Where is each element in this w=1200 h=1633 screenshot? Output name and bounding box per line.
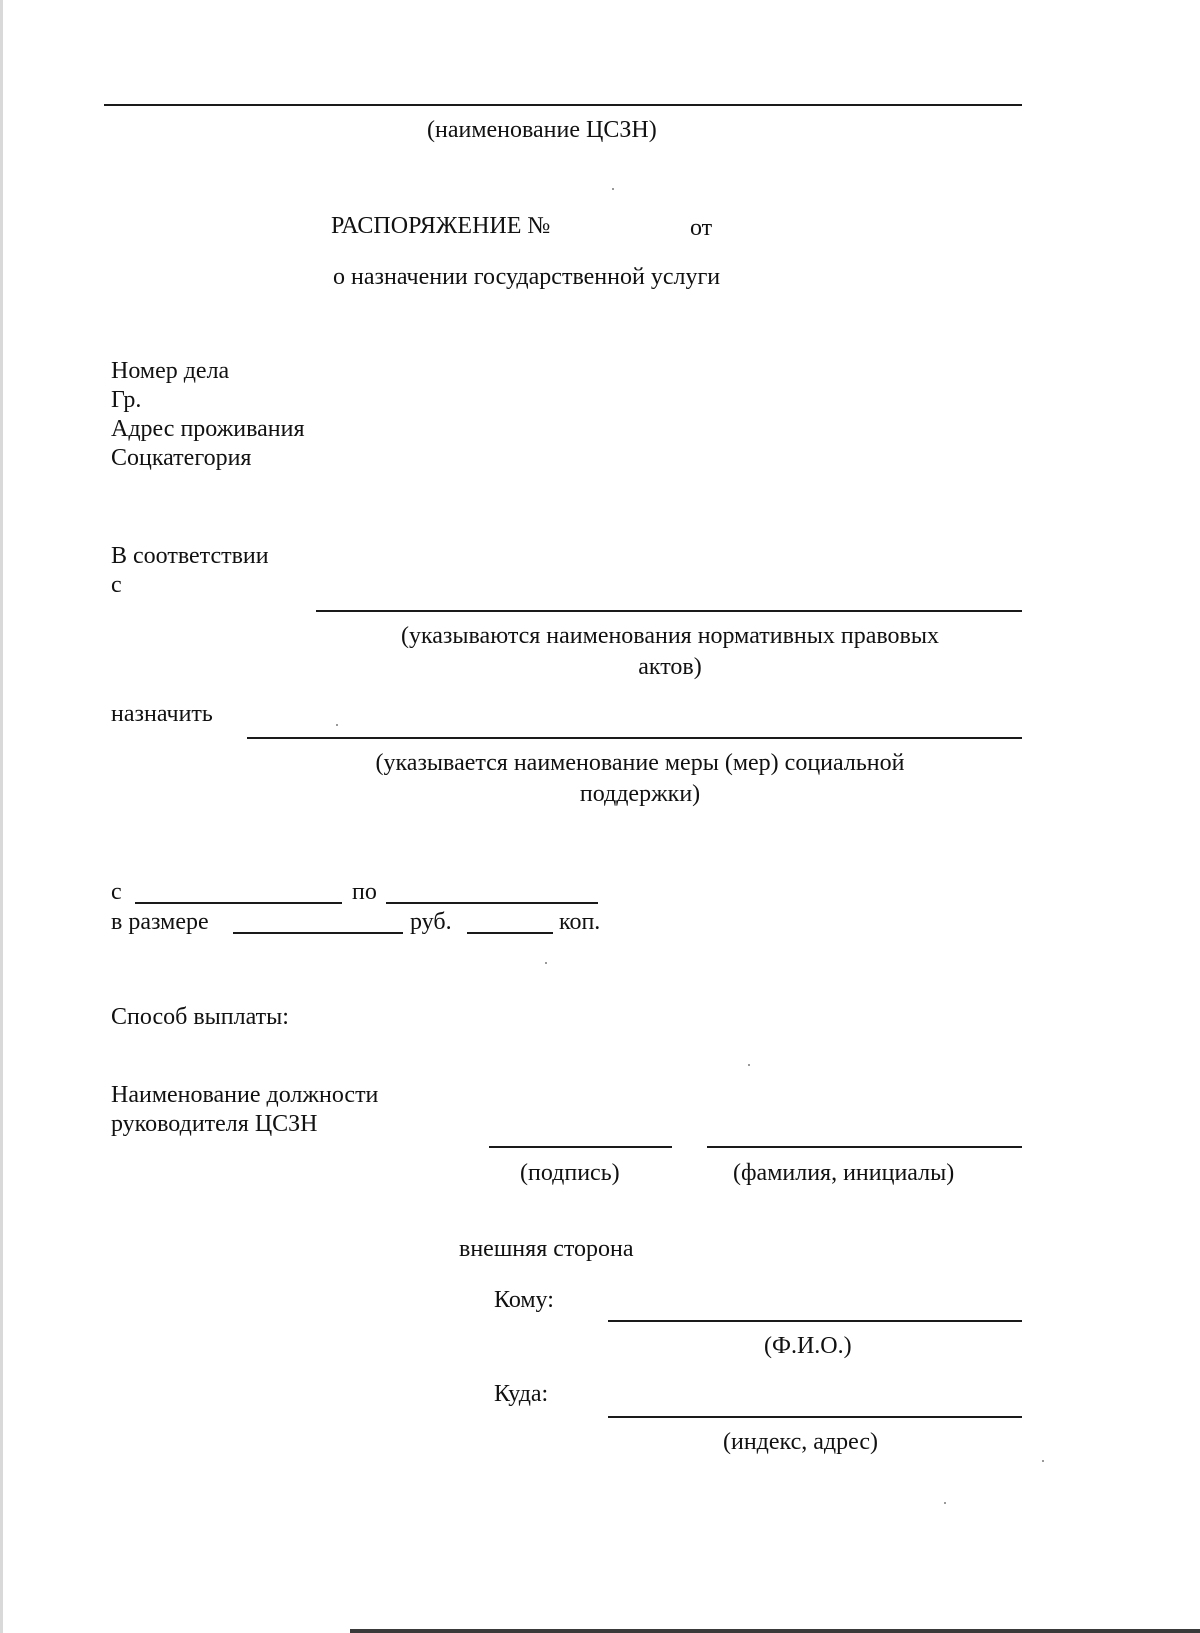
destination-label: Куда: [494, 1381, 549, 1407]
recipient-label: Кому: [494, 1287, 554, 1313]
org-name-caption: (наименование ЦСЗН) [427, 117, 657, 143]
rub-label: руб. [410, 909, 452, 935]
legal-acts-caption-line2: актов) [638, 654, 702, 680]
legal-acts-caption-line1: (указываются наименования нормативных правовых [400, 623, 939, 649]
address-caption: (индекс, адрес) [723, 1429, 879, 1455]
signature-line [489, 1146, 672, 1148]
name-initials-caption: (фамилия, инициалы) [733, 1160, 955, 1186]
scan-speck [748, 1064, 750, 1066]
amount-kop-blank [467, 932, 553, 934]
org-name-line [104, 104, 1022, 106]
support-measure-caption-line2: поддержки) [579, 781, 701, 807]
kop-label: коп. [559, 909, 601, 935]
scan-left-edge [0, 0, 3, 1633]
scan-speck [944, 1502, 946, 1504]
outer-side-label: внешняя сторона [459, 1236, 634, 1262]
scan-bottom-edge [350, 1629, 1200, 1633]
payment-method-label: Способ выплаты: [111, 1004, 289, 1030]
scan-speck [612, 188, 614, 190]
period-to-blank [386, 902, 598, 904]
period-from-blank [135, 902, 342, 904]
head-position-line1: Наименование должности [111, 1082, 379, 1108]
amount-rub-blank [233, 932, 403, 934]
signature-caption: (подпись) [520, 1160, 620, 1186]
scan-speck [1042, 1460, 1044, 1462]
assign-label: назначить [111, 701, 213, 727]
period-to-label: по [352, 879, 377, 905]
support-measure-caption-line1: (указывается наименование меры (мер) социальной [375, 750, 905, 776]
case-number-label: Номер дела [111, 358, 230, 384]
order-date-label: от [690, 215, 713, 241]
name-initials-line [707, 1146, 1022, 1148]
legal-acts-line [316, 610, 1022, 612]
support-measure-line [247, 737, 1022, 739]
citizen-label: Гр. [111, 387, 142, 413]
basis-label-line2: с [111, 572, 122, 598]
scan-speck [336, 724, 338, 726]
order-subtitle: о назначении государственной услуги [333, 264, 721, 290]
amount-label: в размере [111, 909, 209, 935]
recipient-line [608, 1320, 1022, 1322]
period-from-label: с [111, 879, 122, 905]
fio-caption: (Ф.И.О.) [764, 1333, 852, 1359]
basis-label-line1: В соответствии [111, 543, 269, 569]
head-position-line2: руководителя ЦСЗН [111, 1111, 318, 1137]
category-label: Соцкатегория [111, 445, 252, 471]
destination-line [608, 1416, 1022, 1418]
address-label: Адрес проживания [111, 416, 305, 442]
order-title: РАСПОРЯЖЕНИЕ № [331, 213, 551, 239]
scan-speck [545, 962, 547, 964]
